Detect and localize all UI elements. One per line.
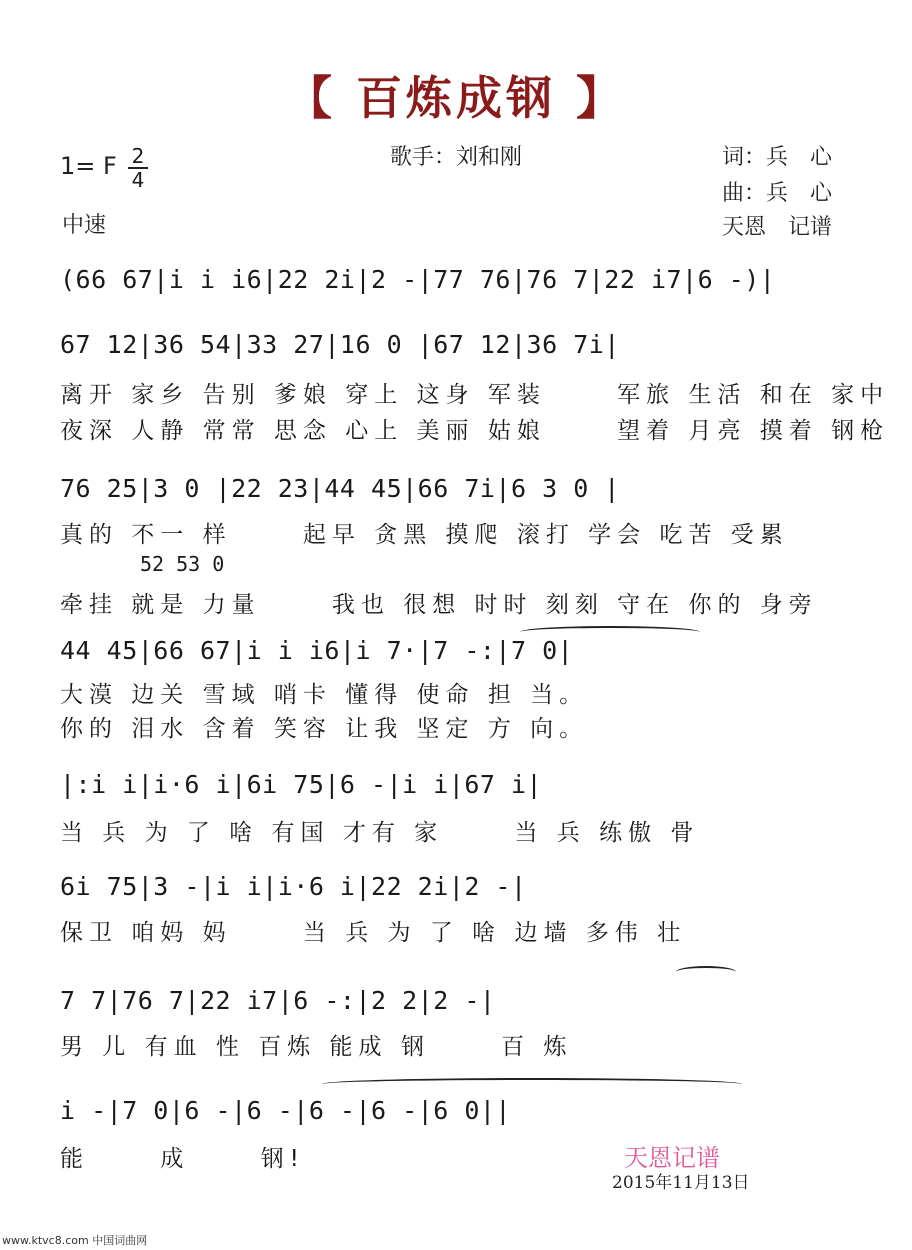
lyric-line-5: 保卫 咱妈 妈 当 兵 为 了 啥 边墙 多伟 壮: [60, 920, 687, 946]
tempo: 中速: [62, 213, 107, 238]
lyric-line-6: 男 儿 有血 性 百炼 能成 钢 百 炼: [60, 1034, 573, 1060]
lyric-line-1-verse-2: 夜深 人静 常常 思念 心上 美丽 姑娘 望着 月亮 摸着 钢枪: [60, 418, 890, 444]
notation-line-1: 67 12|36 54|33 27|16 0 |67 12|36 7i|: [60, 330, 620, 359]
song-title: 【 百炼成钢 】: [285, 71, 627, 125]
lyric-line-2-verse-1: 真的 不一 样 起早 贪黑 摸爬 滚打 学会 吃苦 受累: [60, 522, 789, 548]
singer: 歌手：刘和刚: [390, 145, 523, 170]
tie-mark-2: [676, 966, 736, 978]
time-signature: [128, 146, 148, 190]
transcriber: 天恩 记谱: [722, 215, 833, 240]
notation-line-2: 76 25|3 0 |22 23|44 45|66 7i|6 3 0 |: [60, 474, 620, 503]
lyric-line-7: 能 成 钢!: [60, 1146, 305, 1172]
notation-line-6: 7 7|76 7|22 i7|6 -:|2 2|2 -|: [60, 986, 496, 1015]
notation-line-7: i -|7 0|6 -|6 -|6 -|6 -|6 0||: [60, 1096, 511, 1125]
notation-line-5: 6i 75|3 -|i i|i·6 i|22 2i|2 -|: [60, 872, 527, 901]
key-signature: 1= F: [60, 152, 117, 180]
notation-line-4: |:i i|i·6 i|6i 75|6 -|i i|67 i|: [60, 770, 543, 799]
lyric-line-2-verse-2: 牵挂 就是 力量 我也 很想 时时 刻刻 守在 你的 身旁: [60, 592, 818, 618]
lyric-line-3-verse-1: 大漠 边关 雪域 哨卡 懂得 使命 担 当。: [60, 682, 589, 708]
transcriber-stamp: 天恩记谱: [624, 1144, 720, 1172]
lyric-line-3-verse-2: 你的 泪水 含着 笑容 让我 坚定 方 向。: [60, 716, 589, 742]
composer: 曲：兵 心: [722, 181, 833, 206]
intro-line: (66 67|i i i6|22 2i|2 -|77 76|76 7|22 i7|6 -)|: [60, 265, 776, 294]
lyricist: 词：兵 心: [722, 145, 833, 170]
lyric-line-1-verse-1: 离开 家乡 告别 爹娘 穿上 这身 军装 军旅 生活 和在 家中: [60, 382, 890, 408]
transcription-date: 2015年11月13日: [612, 1173, 750, 1193]
tie-mark-3: [322, 1078, 742, 1090]
variant-notes: 52 53 0: [140, 552, 225, 576]
site-footer: www.ktvc8.com 中国词曲网: [2, 1234, 148, 1247]
notation-line-3: 44 45|66 67|i i i6|i 7·|7 -:|7 0|: [60, 636, 574, 665]
lyric-line-4: 当 兵 为 了 啥 有国 才有 家 当 兵 练傲 骨: [60, 820, 700, 846]
time-top: 2: [131, 144, 145, 168]
time-bottom: 4: [131, 168, 145, 192]
